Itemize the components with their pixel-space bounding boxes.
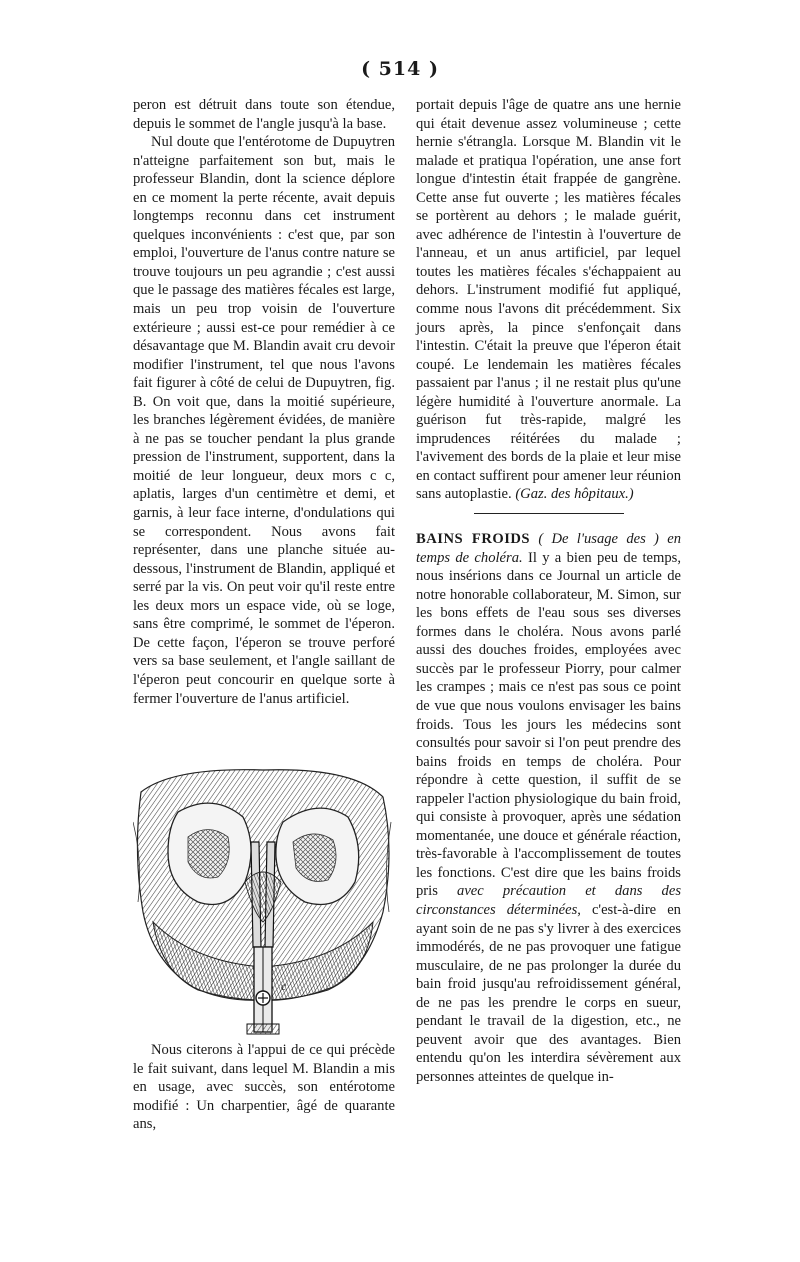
page-number: ( 514 ) [361,58,439,80]
right-paragraph-2-italic: avec précaution et dans des circonstances déterminées [416,883,681,918]
left-column-lower [133,1041,395,1134]
section-heading: BAINS FROIDS [416,531,531,548]
left-paragraph-1: peron est détruit dans toute son étendue, depuis le sommet de l'angle jusqu'à la base. [133,97,395,132]
figure-label-c: c [281,979,287,993]
left-lumen-shade [188,830,229,879]
engraving-illustration [133,762,395,1040]
right-paragraph-2-text: Il y a bien peu de temps, nous insérions dans ce Journal un article de notre honorable collaborateur, M. Simon, sur les bons effets de l'eau sous ses diverses formes dans le choléra. Nous avons parlé aussi des douches froides, employées avec succès par le professeur Piorry, pour calmer les crampes ; mais ce n'est pas sous ce point de vue que nous voulons envisager les bains froids. Tous les jours les médecins sont consultés pour savoir si l'on peut prendre des bains froids en temps de choléra. Pour répondre à cette question, il suffit de se rappeler l'action physiologique du bain froid, qui consiste à provoquer, après une sédation momentanée, une douce et générale réaction, très-favorable à l'accomplissement de toutes les fonctions. C'est dire que les bains froids pris [416,549,681,900]
section-subtitle: ( De l'usage des ) en temps de choléra. [416,531,681,566]
right-paragraph-1 [416,96,681,504]
surgical-instrument-engraving [133,762,395,1040]
right-paragraph-2 [416,530,681,1086]
right-column [416,96,681,1086]
section-divider [474,513,624,514]
left-paragraph-2: Nul doute que l'entérotome de Dupuytren n'atteigne parfaitement son but, mais le professeur Blandin, dont la science déplore en ce moment la perte récente, avait depuis longtemps reconnu dans cet instrument quelques inconvénients : c'est que, par son emploi, l'ouverture de l'anus contre nature se trouve toujours un peu agrandie ; c'est aussi que le passage des matières fécales est large, mais un peu trop voisin de l'ouverture extérieure ; aussi est-ce pour remédier à ce désavantage que M. Blandin avait cru devoir modifier l'instrument, tel que nous l'avons fait figurer à côté de celui de Dupuytren, fig. B. On voit que, dans la moitié supérieure, les branches légèrement évidées, de manière à ne pas se toucher pendant la plus grande pression de l'instrument, supportent, dans la moitié de leur longueur, deux mors c c, aplatis, larges d'un centimètre et demi, et garnis, à leur face interne, d'ondulations qui se correspondent. Nous avons fait représenter, dans une planche située au-dessous, l'instrument de Blandin, appliqué et serré par la vis. On peut voir qu'il reste entre les deux mors un espace vide, où se loge, sans être comprimé, le sommet de l'éperon. De cette façon, l'éperon se trouve perforé vers sa base seulement, et l'angle saillant de l'éperon peut concourir en quelque sorte à fermer l'ouverture de l'anus artificiel. [133,134,395,707]
left-column [133,96,395,708]
source-citation: (Gaz. des hôpitaux.) [515,486,634,503]
right-paragraph-1-text: portait depuis l'âge de quatre ans une hernie qui était devenue assez volumineuse ; cette hernie s'étrangla. Lorsque M. Blandin vit le malade et pratiqua l'opération, une anse fort longue d'intestin était frappée de gangrène. Cette anse fut ouverte ; les matières fécales se portèrent au dehors ; le malade guérit, avec adhérence de l'intestin à l'ouverture de l'anneau, et un anus artificiel, par lequel toutes les matières fécales s'échappaient au dehors. L'instrument modifié fut appliqué, comme nous l'avons dit précédemment. Six jours après, la pince s'enfonçait dans l'intestin. C'était la preuve que l'éperon était coupé. Le lendemain les matières fécales passaient par l'anus ; il ne restait plus qu'une légère humidité à l'ouverture anormale. La guérison fut très-rapide, malgré les imprudences réitérées du malade ; l'avivement des bords de la plaie et leur mise en contact suffirent pour amener leur réunion sans autoplastie. [416,97,681,503]
left-paragraph-3: Nous citerons à l'appui de ce qui précède le fait suivant, dans lequel M. Blandin a mis en usage, avec succès, son entérotome modifié : Un charpentier, âgé de quarante ans, [133,1042,395,1133]
instrument-base [247,1024,279,1034]
right-paragraph-2-end: , c'est-à-dire en ayant soin de ne pas s'y livrer à des exercices immodérés, de ne pas provoquer une fatigue musculaire, de ne pas prolonger la durée du bain froid jusqu'au refroidissement général, de ne pas les prendre le corps en sueur, pendant le travail de la digestion, etc., ne peuvent avoir que des avantages. Bien entendu qu'on les interdira sévèrement aux personnes atteintes de quelque in- [416,901,681,1085]
